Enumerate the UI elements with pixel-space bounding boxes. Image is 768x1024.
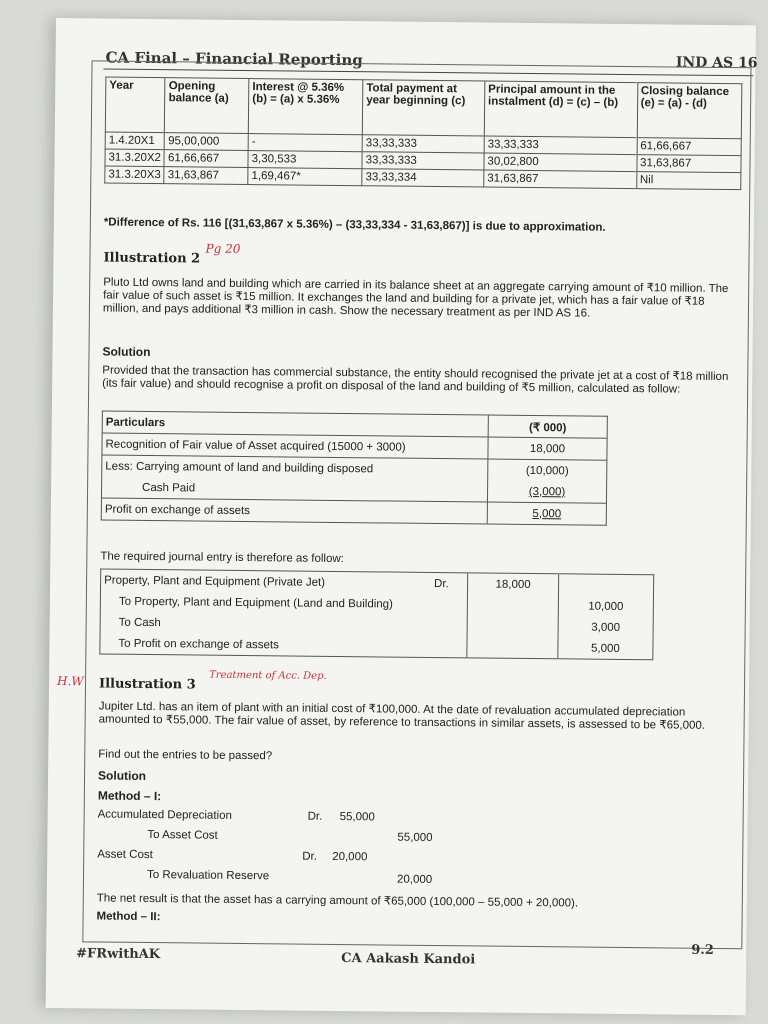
solution-text: Provided that the transaction has commercial substance, the entity should recognised the private jet at a cost of ₹18 million (its fair value) and should recognise a profit on disposal of the land and building of ₹5 million, calculated as follow: [102, 364, 729, 396]
entry-2-dr-label: Dr. [302, 850, 317, 863]
table-cell: 33,33,333 [484, 136, 637, 155]
table-cell: 61,66,667 [637, 138, 742, 156]
table-cell [467, 615, 558, 637]
table-cell: Cash Paid [101, 477, 487, 503]
journal-intro: The required journal entry is therefore as follow: [100, 550, 344, 566]
table-cell: Nil [636, 172, 741, 190]
header-title: CA Final – Financial Reporting [105, 48, 363, 70]
illustration-2-text: Pluto Ltd owns land and building which are carried in its balance sheet at an aggregate carrying amount of ₹10 million. The fair value of such asset is ₹15 million. It exchanges the land and building for a private jet, which has a fair value of ₹18 million, and pays additional ₹3 million in cash. Show the necessary treatment as per IND AS 16. [102, 276, 729, 320]
table-cell: 1.4.20X1 [105, 132, 165, 150]
table-cell: 30,02,800 [484, 153, 637, 172]
col-header: Particulars [102, 411, 488, 437]
table-cell: 33,33,333 [362, 135, 484, 153]
table-cell: 3,000 [591, 621, 621, 634]
table-cell [430, 636, 467, 658]
profit-calculation-table [101, 411, 608, 526]
entry-2-dr-amount: 20,000 [332, 850, 368, 864]
method-2-label: Method – II: [96, 910, 161, 924]
handwritten-note: Treatment of Acc. Dep. [209, 669, 327, 682]
table-cell: 33,33,333 [362, 152, 484, 170]
table-cell: 10,000 [588, 600, 624, 613]
table-header-row [105, 77, 742, 139]
illustration-2-title: Illustration 2 [103, 250, 201, 267]
entry-1-credit: To Asset Cost [147, 829, 218, 842]
table-cell: (10,000) [488, 459, 607, 482]
col-header: Closing balance (e) = (a) - (d) [637, 83, 742, 139]
col-header: (₹ 000) [488, 415, 607, 438]
footer-author: CA Aakash Kandoi [341, 951, 476, 968]
table-cell: (3,000) [487, 481, 606, 504]
entry-2-debit: Asset Cost [97, 848, 153, 862]
entry-1-debit: Accumulated Depreciation [97, 808, 232, 822]
table-cell: 18,000 [488, 437, 607, 460]
table-cell: Recognition of Fair value of Asset acquired (15000 + 3000) [102, 433, 488, 459]
table-cell [558, 574, 653, 596]
table-cell: To Cash [118, 616, 161, 629]
entry-1-dr-label: Dr. [307, 810, 323, 823]
col-header: Year [105, 77, 165, 133]
table-cell: Dr. [434, 577, 449, 590]
table-cell [431, 594, 468, 615]
table-cell: 61,66,667 [164, 150, 248, 168]
loan-schedule-table [104, 77, 742, 191]
table-cell: 95,00,000 [165, 133, 249, 151]
table-cell: 31,63,867 [164, 167, 248, 185]
table-cell: 18,000 [467, 573, 558, 595]
table-cell: 5,000 [487, 502, 606, 525]
col-header: Total payment at year beginning (c) [362, 80, 484, 136]
table-cell: 1,69,467* [248, 168, 362, 186]
solution-label: Solution [102, 344, 151, 360]
entry-2-credit: To Revaluation Reserve [146, 869, 270, 883]
page-number: 9.2 [691, 942, 714, 958]
table-cell [467, 594, 558, 616]
table-cell: 31.3.20X3 [105, 166, 165, 184]
table-cell: 3,30,533 [248, 151, 362, 169]
entry-1-dr-amount: 55,000 [339, 811, 375, 824]
table-cell: Profit on exchange of assets [101, 498, 487, 524]
table-cell: 31.3.20X2 [105, 149, 165, 167]
col-header: Interest @ 5.36% (b) = (a) x 5.36% [248, 79, 363, 135]
table-cell [431, 615, 468, 636]
table-cell: 5,000 [590, 642, 620, 655]
document-page [46, 18, 756, 1015]
solution-label: Solution [97, 768, 147, 783]
handwritten-hw-mark: H.W [56, 674, 84, 689]
approximation-note: *Difference of Rs. 116 [(31,63,867 x 5.36%) – (33,33,334 - 31,63,867)] is due to approximation. [103, 216, 606, 234]
table-cell [467, 636, 558, 658]
header-chapter: IND AS 16 [675, 54, 758, 72]
col-header: Principal amount in the instalment (d) = (c) – (b) [484, 81, 637, 138]
question-text: Find out the entries to be passed? [98, 748, 273, 763]
method-1-label: Method – I: [97, 788, 162, 804]
table-cell: 31,63,867 [637, 155, 742, 173]
table-cell: - [248, 134, 362, 152]
net-result-text: The net result is that the asset has a carrying amount of ₹65,000 (100,000 – 55,000 + 20,000). [96, 892, 579, 910]
table-row [101, 498, 606, 525]
table-cell: To Profit on exchange of assets [118, 637, 279, 651]
entry-1-cr-amount: 55,000 [397, 831, 433, 844]
footer-hashtag: #FRwithAK [76, 946, 161, 963]
handwritten-page-note: Pg 20 [205, 241, 241, 256]
table-cell: Property, Plant and Equipment (Private Jet) [104, 574, 326, 589]
table-cell: 31,63,867 [484, 170, 637, 189]
table-cell: To Property, Plant and Equipment (Land and Building) [118, 595, 393, 611]
table-cell: 33,33,334 [362, 169, 484, 187]
illustration-3-title: Illustration 3 [98, 676, 196, 693]
entry-2-cr-amount: 20,000 [396, 873, 433, 886]
journal-entry-table [99, 568, 654, 660]
illustration-3-text: Jupiter Ltd. has an item of plant with an initial cost of ₹100,000. At the date of revaluation accumulated depreciation amounted to ₹55,000. The fair value of asset, by reference to transactions in similar assets, is assessed to be ₹65,000. [98, 700, 706, 732]
table-cell: Less: Carrying amount of land and building disposed [102, 455, 488, 481]
col-header: Opening balance (a) [165, 78, 249, 134]
